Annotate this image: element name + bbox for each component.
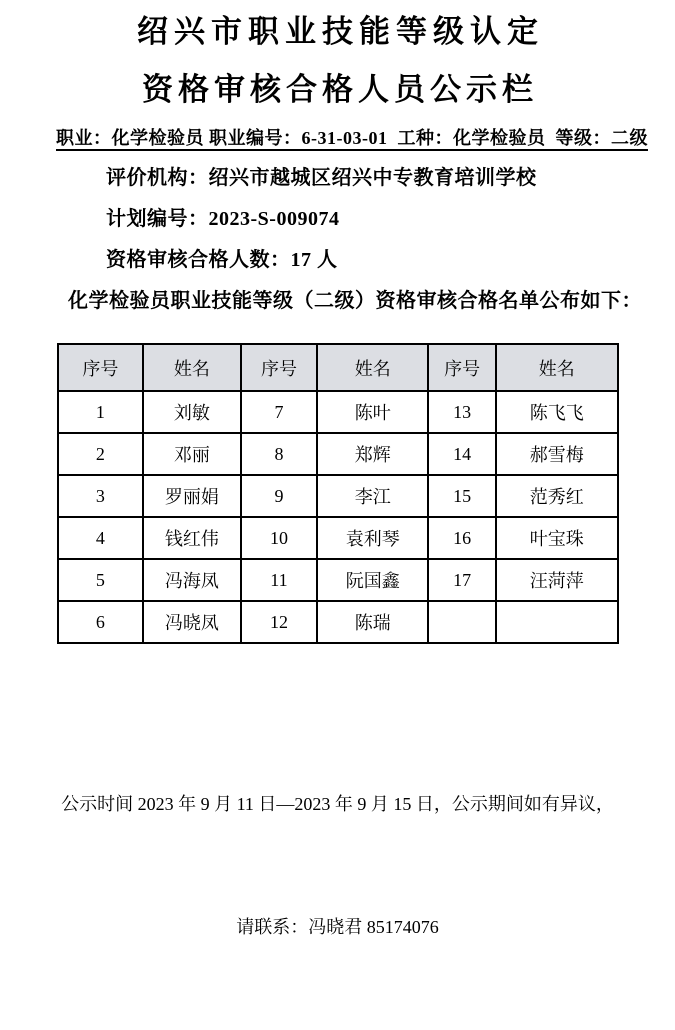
cell-index: 4	[58, 517, 144, 559]
cell-index: 8	[241, 433, 318, 475]
cell-index: 10	[241, 517, 318, 559]
cell-name: 冯海凤	[143, 559, 240, 601]
header-cell-index: 序号	[241, 344, 318, 391]
occupation-meta-line: 职业：化学检验员 职业编号：6-31-03-01 工种：化学检验员 等级：二级	[56, 128, 648, 148]
cell-index: 16	[428, 517, 496, 559]
cell-name: 汪菏萍	[496, 559, 618, 601]
table-row	[58, 517, 618, 559]
cell-name: 罗丽娟	[143, 475, 240, 517]
roster-table	[57, 343, 619, 644]
footer-notice-line2: 请联系：冯晓君 85174076	[236, 917, 439, 937]
header-cell-index: 序号	[58, 344, 144, 391]
table-row	[58, 391, 618, 433]
info-block	[56, 158, 642, 322]
footer-notice	[56, 702, 619, 1030]
page-title-line2: 资格审核合格人员公示栏	[142, 72, 538, 107]
header-cell-name: 姓名	[317, 344, 428, 391]
cell-name: 李江	[317, 475, 428, 517]
cell-index: 3	[58, 475, 144, 517]
cell-index: 15	[428, 475, 496, 517]
footer-notice-line1: 公示时间 2023 年 9 月 11 日—2023 年 9 月 15 日，公示期间如有异议，	[61, 794, 614, 814]
cell-index: 7	[241, 391, 318, 433]
cell-name: 陈瑞	[317, 601, 428, 643]
cell-index: 6	[58, 601, 144, 643]
cell-name: 邓丽	[143, 433, 240, 475]
cell-name: 叶宝珠	[496, 517, 618, 559]
cell-name: 钱红伟	[143, 517, 240, 559]
cell-name: 陈叶	[317, 391, 428, 433]
cell-name: 冯晓凤	[143, 601, 240, 643]
cell-index: 2	[58, 433, 144, 475]
page-title-line1: 绍兴市职业技能等级认定	[137, 14, 544, 49]
table-row	[58, 433, 618, 475]
evaluator-line: 评价机构：绍兴市越城区绍兴中专教育培训学校	[106, 167, 537, 189]
cell-index: 12	[241, 601, 318, 643]
header-cell-index: 序号	[428, 344, 496, 391]
cell-name: 袁利琴	[317, 517, 428, 559]
header-cell-name: 姓名	[496, 344, 618, 391]
cell-name	[496, 601, 618, 643]
cell-index: 9	[241, 475, 318, 517]
cell-index: 17	[428, 559, 496, 601]
plan-number-line: 计划编号：2023-S-009074	[106, 208, 340, 230]
cell-index: 11	[241, 559, 318, 601]
pass-count-line: 资格审核合格人数：17 人	[106, 249, 338, 271]
cell-index	[428, 601, 496, 643]
table-header-row	[58, 344, 618, 391]
header-cell-name: 姓名	[143, 344, 240, 391]
cell-name: 郑辉	[317, 433, 428, 475]
cell-name: 范秀红	[496, 475, 618, 517]
cell-index: 5	[58, 559, 144, 601]
table-row	[58, 601, 618, 643]
cell-name: 刘敏	[143, 391, 240, 433]
cell-index: 14	[428, 433, 496, 475]
cell-name: 陈飞飞	[496, 391, 618, 433]
table-row	[58, 559, 618, 601]
table-row	[58, 475, 618, 517]
cell-name: 阮国鑫	[317, 559, 428, 601]
cell-index: 13	[428, 391, 496, 433]
cell-name: 郝雪梅	[496, 433, 618, 475]
list-intro-line: 化学检验员职业技能等级（二级）资格审核合格名单公布如下：	[68, 290, 642, 312]
cell-index: 1	[58, 391, 144, 433]
